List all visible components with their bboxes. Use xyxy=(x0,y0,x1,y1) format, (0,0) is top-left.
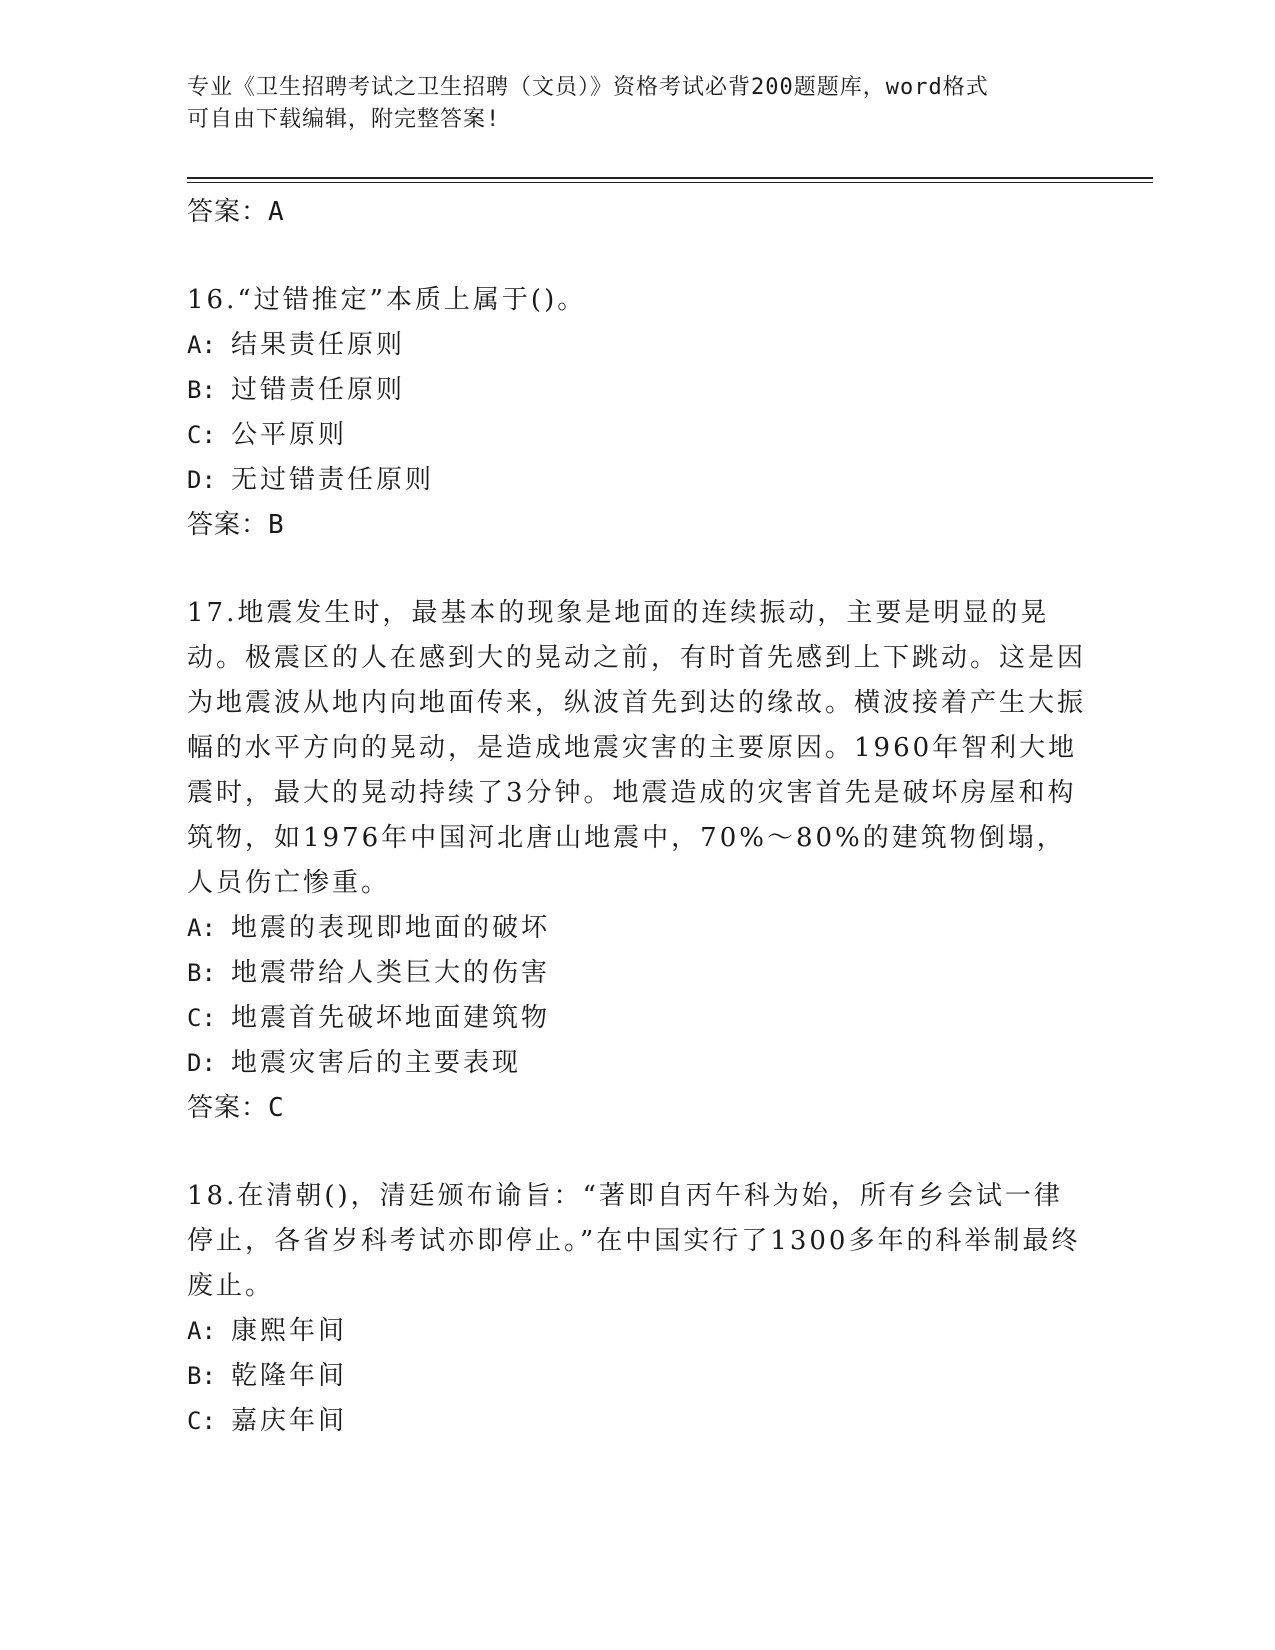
option-c xyxy=(187,1399,1087,1444)
option-c xyxy=(187,413,1087,458)
answer-label: 答案： xyxy=(187,1093,269,1123)
page-header xyxy=(187,72,1067,136)
option-key: B: xyxy=(187,376,216,404)
option-text: 地震灾害后的主要表现 xyxy=(231,1048,522,1078)
answer-label: 答案： xyxy=(187,510,269,540)
option-key: A: xyxy=(187,914,216,942)
question-stem: 18.在清朝()，清廷颁布谕旨：“著即自丙午科为始，所有乡会试一律停止，各省岁科考试亦即停止。”在中国实行了1300多年的科举制最终废止。 xyxy=(187,1181,1081,1301)
answer-value: C xyxy=(268,1093,285,1123)
option-key: C: xyxy=(187,421,216,449)
option-a xyxy=(187,906,1087,951)
header-line-1: 专业《卫生招聘考试之卫生招聘（文员）》资格考试必背200题题库，word格式 xyxy=(187,75,989,100)
question-18 xyxy=(187,1174,1087,1444)
option-b xyxy=(187,1354,1087,1399)
option-key: D: xyxy=(187,466,216,494)
option-key: B: xyxy=(187,959,216,987)
answer-value: A xyxy=(268,197,285,227)
question-list xyxy=(187,190,1087,1444)
option-text: 地震带给人类巨大的伤害 xyxy=(231,958,551,988)
option-text: 康熙年间 xyxy=(231,1316,348,1346)
option-a xyxy=(187,1309,1087,1354)
answer-label: 答案： xyxy=(187,197,269,227)
header-line-2: 可自由下载编辑，附完整答案! xyxy=(187,107,501,132)
header-rule-thick xyxy=(187,177,1153,179)
question-17 xyxy=(187,591,1087,1130)
option-key: A: xyxy=(187,1317,216,1345)
answer-line xyxy=(187,503,1087,547)
option-key: D: xyxy=(187,1049,216,1077)
answer-value: B xyxy=(268,510,285,540)
option-key: C: xyxy=(187,1004,216,1032)
option-text: 地震首先破坏地面建筑物 xyxy=(231,1003,551,1033)
option-b xyxy=(187,951,1087,996)
option-key: A: xyxy=(187,331,216,359)
option-text: 嘉庆年间 xyxy=(231,1406,348,1436)
option-text: 公平原则 xyxy=(231,420,348,450)
answer-line xyxy=(187,190,1087,234)
option-c xyxy=(187,996,1087,1041)
option-d xyxy=(187,1041,1087,1086)
option-text: 地震的表现即地面的破坏 xyxy=(231,913,551,943)
option-text: 乾隆年间 xyxy=(231,1361,348,1391)
option-text: 结果责任原则 xyxy=(231,330,406,360)
option-key: C: xyxy=(187,1407,216,1435)
question-stem: 16.“过错推定”本质上属于()。 xyxy=(187,285,587,315)
option-d xyxy=(187,458,1087,503)
option-key: B: xyxy=(187,1362,216,1390)
option-b xyxy=(187,368,1087,413)
question-stem: 17.地震发生时，最基本的现象是地面的连续振动，主要是明显的晃动。极震区的人在感到大的晃动之前，有时首先感到上下跳动。这是因为地震波从地内向地面传来，纵波首先到达的缘故。横波接着产生大振幅的水平方向的晃动，是造成地震灾害的主要原因。1960年智利大地震时，最大的晃动持续了3分钟。地震造成的灾害首先是破坏房屋和构筑物，如1976年中国河北唐山地震中，70%～80%的建筑物倒塌，人员伤亡惨重。 xyxy=(187,598,1087,898)
question-16 xyxy=(187,278,1087,547)
option-text: 过错责任原则 xyxy=(231,375,406,405)
answer-line xyxy=(187,1086,1087,1130)
header-rule-thin xyxy=(187,182,1153,183)
option-text: 无过错责任原则 xyxy=(231,465,435,495)
option-a xyxy=(187,323,1087,368)
